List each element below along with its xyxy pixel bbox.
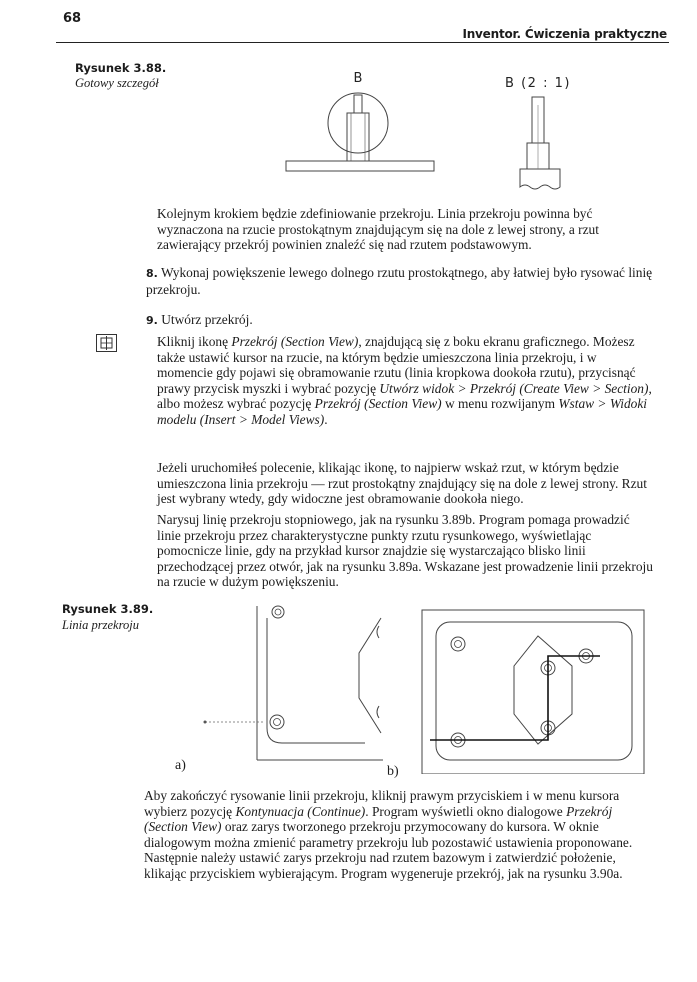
hole-bottom <box>270 715 284 729</box>
base-plate-view <box>286 161 434 171</box>
final-paragraph: Aby zakończyć rysowanie linii przekroju, kliknij prawym przyciskiem i w menu kursora wybierz pozycję Kontynuacja (Continue). Program wyświetli okno dialogowe Przekrój (Section View) oraz zarys tworzonego przekroju przymocowany do kursora. W oknie dialogowym można zmienić parametry przekroju lub pozostawić ustawienia proponowane. Następnie należy ustawić zarys przekroju nad rzutem bazowym i zatwierdzić położenie, klikając przyciskiem wybierającym. Program wygeneruje przekrój, jak na rysunku 3.90a. <box>144 788 633 881</box>
figure-388-drawing <box>270 65 590 205</box>
step-9-paragraph-1: Kliknij ikonę Przekrój (Section View), znajdującą się z boku ekranu graficznego. Możesz także ustawić kursor na rzucie, na którym będzie umieszczona linia przekroju, i w momencie gdy pojawi się obramowanie rzutu (linia kropkowa dookoła rzutu), przycisnąć prawy przycisk myszki i wybrać pozycję Utwórz widok > Przekrój (Create View > Section), albo możesz wybrać pozycję Przekrój (Section View) w menu rozwijanym Wstaw > Widoki modelu (Insert > Model Views). <box>157 334 652 427</box>
step-8 <box>146 265 656 297</box>
figure-388-caption: Gotowy szczegół <box>75 76 159 90</box>
figure-389-caption: Linia przekroju <box>62 618 139 632</box>
figure-389b-label: b) <box>387 764 399 779</box>
figure-389a-drawing <box>195 598 395 773</box>
step-9 <box>146 312 656 329</box>
figure-389b-drawing <box>400 604 650 774</box>
detail-marker-label: B <box>353 71 363 86</box>
intro-paragraph: Kolejnym krokiem będzie zdefiniowanie przekroju. Linia przekroju powinna być wyznaczona na rzucie prostokątnym znajdującym się na dole z lewej strony, a rzut zawierający przekrój powinien znaleźć się nad rzutem podstawowym. <box>157 206 599 252</box>
hole-top <box>272 606 284 618</box>
step-9-text: Utwórz przekrój. <box>161 312 253 327</box>
page-number: 68 <box>63 11 82 26</box>
step-8-number: 8. <box>146 267 158 280</box>
running-header-title: Inventor. Ćwiczenia praktyczne <box>462 27 667 41</box>
section-line <box>430 656 600 740</box>
figure-389-label: Rysunek 3.89. <box>62 602 154 616</box>
detail-view-shape <box>520 97 560 189</box>
step-9-paragraph-2: Jeżeli uruchomiłeś polecenie, klikając ikonę, to najpierw wskaż rzut, w którym będzie umieszczona linia przekroju — rzut prostokątny znajdujący się na dole z lewej strony. Rzut jest wybrany wtedy, gdy widoczne jest obramowanie dookoła niego. <box>157 460 647 506</box>
section-view-icon <box>96 334 117 352</box>
header-rule <box>56 42 669 43</box>
hexagon-boss <box>514 636 572 744</box>
detail-view-label: B (2 : 1) <box>505 76 571 91</box>
figure-389a-label: a) <box>175 758 186 773</box>
step-9-paragraph-3: Narysuj linię przekroju stopniowego, jak na rysunku 3.89b. Program pomaga prowadzić linie przekroju przez charakterystyczne punkty rzutu rysunkowego, wyświetlając pomocnicze linie, gdy na przykład kursor znajdzie się wystarczająco blisko linii przechodzącej przez otwór, jak na rysunku 3.89a. Wskazane jest prowadzenie linii przekroju na rzucie w dużym powiększeniu. <box>157 512 653 589</box>
hole-top-left <box>451 637 465 651</box>
step-9-number: 9. <box>146 314 158 327</box>
step-8-text: Wykonaj powiększenie lewego dolnego rzutu prostokątnego, aby łatwiej było rysować linię przekroju. <box>146 265 653 297</box>
detail-circle <box>328 93 388 161</box>
figure-388-label: Rysunek 3.88. <box>75 61 167 75</box>
